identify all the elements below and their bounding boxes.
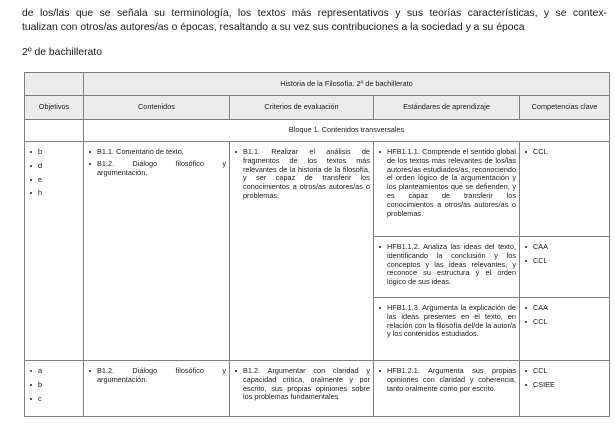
competencia-item: CAA: [524, 243, 606, 252]
competencia-item: CCL: [524, 367, 606, 376]
estandar-cell: [374, 361, 520, 417]
objetivo-item: e: [29, 176, 80, 185]
competencias-cell: [520, 298, 610, 361]
contenido-item: B1.1. Comentario de texto.: [88, 148, 226, 157]
competencia-item: CSIEE: [524, 381, 606, 390]
competencia-item: CCL: [524, 318, 606, 327]
competencia-item: CCL: [524, 257, 606, 266]
criterio-cell: [230, 142, 374, 361]
header-criterios: Criterios de evaluación: [230, 96, 374, 120]
intro-line-2: tualizan con otros/as autores/as o épocas, resaltando a su vez sus contribuciones a la sociedad y a su época: [22, 21, 525, 33]
estandar-item: HFB1.1.3. Argumenta la explicación de las ideas presentes en el texto, en relación con la filosofía del/de la autor/a y los contenidos estudiados.: [378, 304, 516, 339]
contenido-item: B1.2. Diálogo filosófico y argumentación.: [88, 367, 226, 385]
table-title: Historia de la Filosofía. 2º de bachillerato: [84, 73, 610, 96]
competencias-cell: [520, 237, 610, 298]
criterio-item: B1.1. Realizar el análisis de fragmentos de los textos más relevantes de la historia de la filosofía, y ser capaz de transferir los conocimientos a otros/as autores/as o problemas.: [234, 148, 370, 201]
intro-line-1: de los/las que se señala su terminología, los textos más representativos y sus teorías características, y se contex-: [22, 8, 607, 19]
criterio-item: B1.2. Argumentar con claridad y capacidad crítica, oralmente y por escrito, sus propias opiniones sobre los problemas fundamentales: [234, 367, 370, 402]
header-objetivos: Objetivos: [25, 96, 84, 120]
estandar-cell: [374, 298, 520, 361]
objetivo-item: d: [29, 162, 80, 171]
block-heading: Bloque 1. Contenidos transversales: [84, 120, 610, 142]
course-heading: 2º de bachillerato: [22, 47, 103, 58]
objetivo-item: b: [29, 148, 80, 157]
estandar-item: HFB1.1.2. Analiza las ideas del texto, identificando la conclusión y los conceptos y las ideas relevantes, y reconoce su estructura y el orden lógico de sus ideas.: [378, 243, 516, 287]
estandar-cell: [374, 237, 520, 298]
intro-paragraph: [22, 7, 607, 34]
curriculum-table: [24, 72, 610, 417]
objetivo-item: h: [29, 189, 80, 198]
contenidos-cell: [84, 361, 230, 417]
estandar-cell: [374, 142, 520, 237]
estandar-item: HFB1.1.1. Comprende el sentido global de los textos más relevantes de los/las autores/as estudiados/as, reconociendo el orden lógico de la argumentación y los planteamientos que se defienden, y es capaz de transferir los conocimientos a otros/as autores/as o problemas.: [378, 148, 516, 218]
objetivo-item: b: [29, 381, 80, 390]
header-contenidos: Contenidos: [84, 96, 230, 120]
contenido-item: B1.2. Diálogo filosófico y argumentación.: [88, 160, 226, 178]
competencia-item: CAA: [524, 304, 606, 313]
objetivo-item: c: [29, 395, 80, 404]
objetivos-cell: [25, 361, 84, 417]
competencias-cell: [520, 142, 610, 237]
objetivo-item: a: [29, 367, 80, 376]
estandar-item: HFB1.2.1. Argumenta sus propias opiniones con claridad y coherencia, tanto oralmente como por escrito.: [378, 367, 516, 393]
header-competencias: Competencias clave: [520, 96, 610, 120]
objetivos-cell: [25, 142, 84, 361]
competencias-cell: [520, 361, 610, 417]
contenidos-cell: [84, 142, 230, 361]
header-estandares: Estándares de aprendizaje: [374, 96, 520, 120]
competencia-item: CCL: [524, 148, 606, 157]
criterio-cell: [230, 361, 374, 417]
